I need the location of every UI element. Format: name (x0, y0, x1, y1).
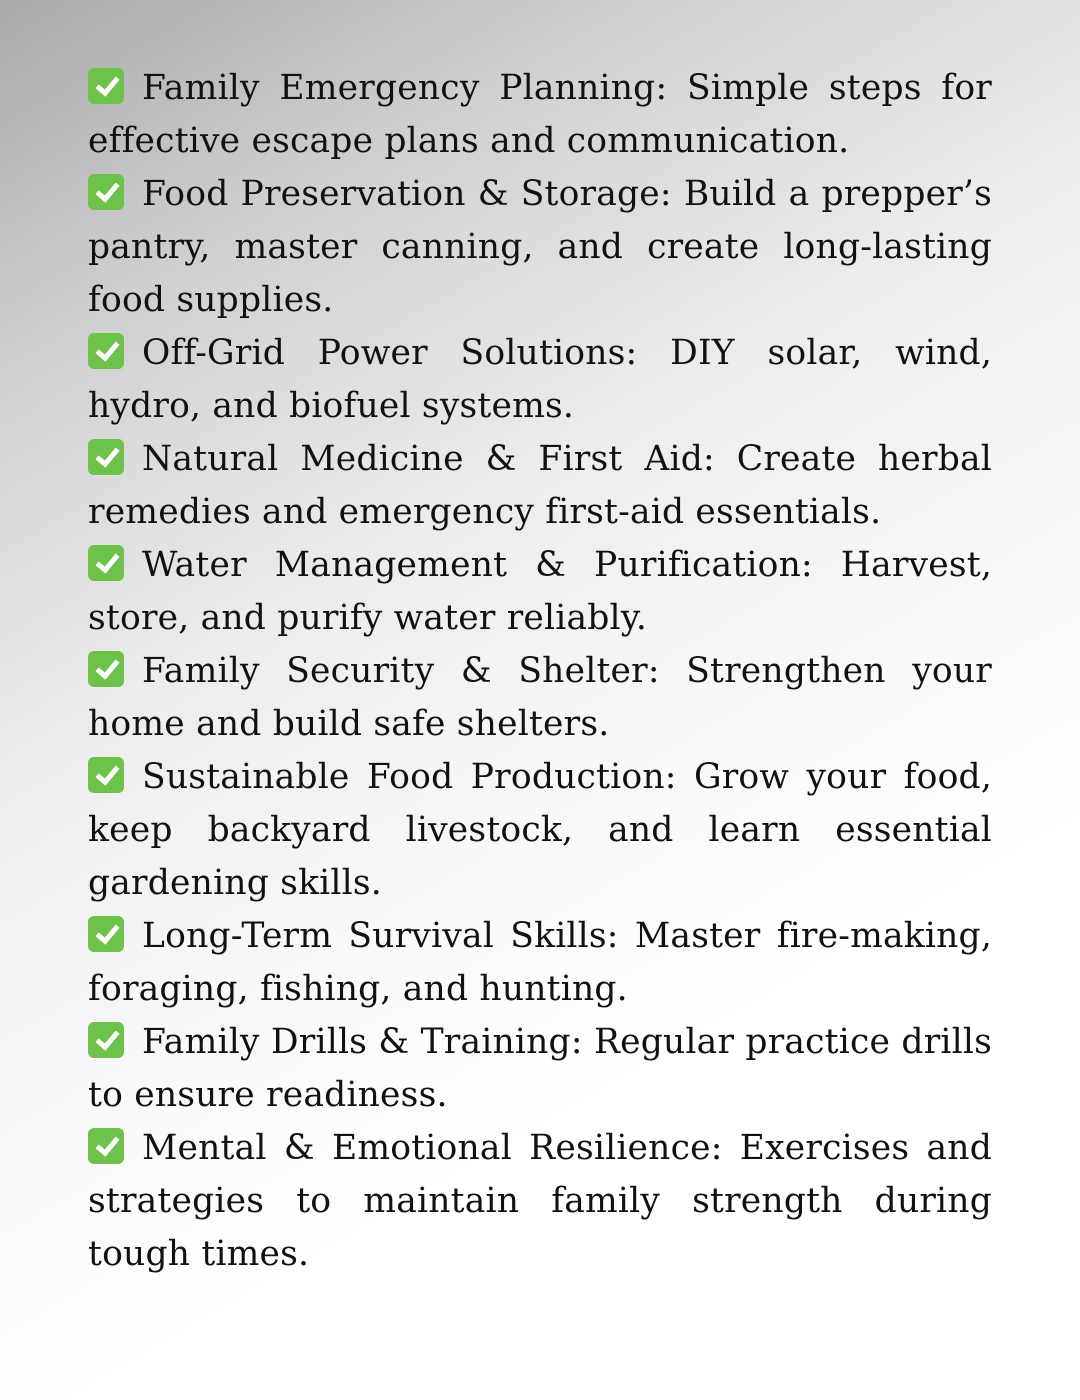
list-item (88, 751, 992, 910)
list-item-text: Mental & Emotional Resilience: Exercises and strategies to maintain family strength during tough times. (88, 1128, 992, 1274)
list-item-text: Family Emergency Planning: Simple steps for effective escape plans and communication. (88, 68, 992, 161)
check-mark-icon (88, 545, 124, 581)
check-mark-icon (88, 651, 124, 687)
list-item-text: Sustainable Food Production: Grow your food, keep backyard livestock, and learn essential gardening skills. (88, 757, 992, 903)
list-item-text: Family Drills & Training: Regular practice drills to ensure readiness. (88, 1022, 992, 1115)
list-item-text: Natural Medicine & First Aid: Create herbal remedies and emergency first-aid essentials. (88, 439, 992, 532)
check-mark-icon (88, 439, 124, 475)
check-mark-icon (88, 1128, 124, 1164)
list-item-text: Off-Grid Power Solutions: DIY solar, wind, hydro, and biofuel systems. (88, 333, 992, 426)
check-mark-icon (88, 174, 124, 210)
list-item (88, 539, 992, 645)
list-item (88, 910, 992, 1016)
check-mark-icon (88, 916, 124, 952)
list-item (88, 62, 992, 168)
list-item (88, 433, 992, 539)
check-mark-icon (88, 757, 124, 793)
list-item-text: Water Management & Purification: Harvest, store, and purify water reliably. (88, 545, 992, 638)
list-item-text: Long-Term Survival Skills: Master fire-making, foraging, fishing, and hunting. (88, 916, 992, 1009)
list-item (88, 168, 992, 327)
check-mark-icon (88, 333, 124, 369)
list-item (88, 327, 992, 433)
list-item (88, 645, 992, 751)
list-item (88, 1122, 992, 1281)
feature-list (88, 62, 992, 1281)
list-item-text: Food Preservation & Storage: Build a prepper’s pantry, master canning, and create long-lasting food supplies. (88, 174, 992, 320)
check-mark-icon (88, 68, 124, 104)
list-item-text: Family Security & Shelter: Strengthen your home and build safe shelters. (88, 651, 992, 744)
check-mark-icon (88, 1022, 124, 1058)
list-item (88, 1016, 992, 1122)
